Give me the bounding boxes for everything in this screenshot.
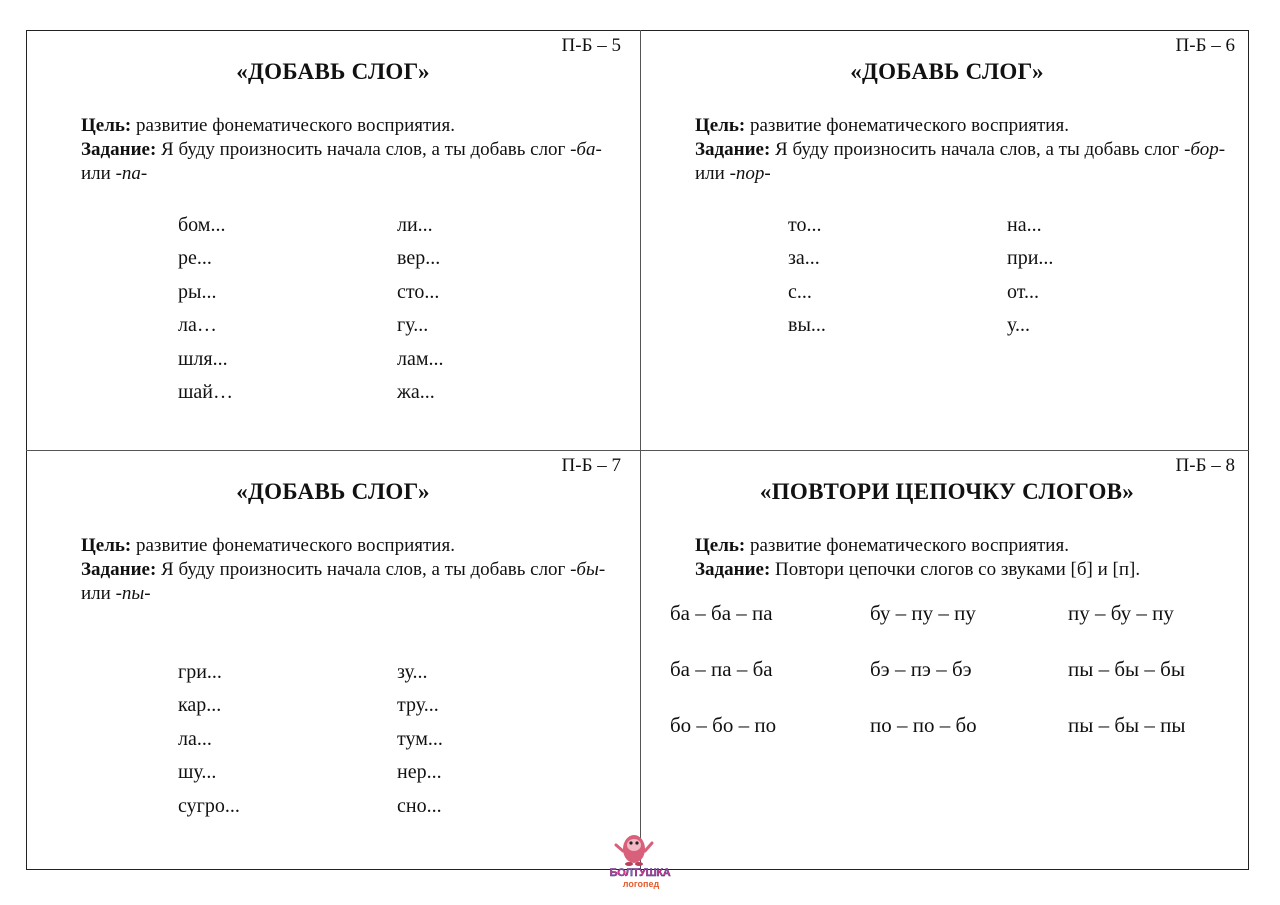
word-column-left	[178, 656, 240, 823]
card-pb-7	[27, 451, 639, 871]
card-pb-5	[27, 31, 639, 451]
word-item: ла...	[178, 727, 212, 750]
card-pb-8	[641, 451, 1253, 871]
word-item: сто...	[397, 280, 440, 303]
card-title: «ДОБАВЬ СЛОГ»	[236, 59, 430, 84]
chain-row	[670, 713, 1250, 769]
word-item: кар...	[178, 694, 222, 717]
word-item: на...	[1007, 214, 1042, 236]
word-item: вы...	[788, 314, 826, 337]
card-task: Задание: Я буду произносить начала слов, а ты добавь слог -ба- или -па-	[81, 139, 602, 184]
word-item: тру...	[397, 694, 439, 717]
chain-row	[670, 601, 1250, 657]
svg-text:логопед: логопед	[622, 879, 660, 889]
card-title: «ДОБАВЬ СЛОГ»	[850, 59, 1044, 84]
word-item: за...	[788, 247, 820, 270]
card-code: П-Б – 8	[1175, 455, 1235, 476]
syllable-chain: пы – бы – бы	[1068, 657, 1185, 681]
card-task: Задание: Я буду произносить начала слов, а ты добавь слог -бы- или -пы-	[81, 559, 606, 604]
card-title: «ДОБАВЬ СЛОГ»	[236, 479, 430, 504]
word-item: тум...	[397, 727, 443, 750]
syllable-chain: ба – ба – па	[670, 601, 773, 625]
word-item: ре...	[178, 247, 212, 270]
word-item: шля...	[178, 347, 228, 370]
card-pb-6	[641, 31, 1253, 451]
word-column-right	[397, 209, 444, 409]
word-item: зу...	[397, 661, 428, 683]
word-item: жа...	[397, 380, 435, 403]
card-task: Задание: Я буду произносить начала слов, а ты добавь слог -бор- или -пор-	[695, 139, 1226, 184]
word-item: гри...	[178, 661, 222, 683]
word-item: от...	[1007, 280, 1039, 303]
word-item: вер...	[397, 247, 441, 270]
card-title: «ПОВТОРИ ЦЕПОЧКУ СЛОГОВ»	[759, 479, 1135, 504]
card-task: Задание: Повтори цепочки слогов со звуками [б] и [п].	[695, 559, 1141, 580]
syllable-chain-grid	[670, 601, 1250, 769]
word-item: при...	[1007, 247, 1054, 270]
card-code: П-Б – 7	[561, 455, 621, 476]
word-item: бом...	[178, 214, 226, 236]
word-item: сугро...	[178, 794, 240, 817]
card-aim: Цель: развитие фонематического восприятия.	[695, 115, 1069, 136]
syllable-chain: бо – бо – по	[670, 713, 777, 737]
word-item: лам...	[397, 347, 444, 370]
card-aim: Цель: развитие фонематического восприятия.	[81, 115, 455, 136]
word-item: ры...	[178, 280, 217, 303]
syllable-chain: пу – бу – пу	[1068, 601, 1174, 625]
word-item: ли...	[397, 214, 433, 236]
word-item: с...	[788, 280, 812, 303]
logo-mascot-icon	[601, 829, 681, 891]
syllable-chain: пы – бы – пы	[1068, 713, 1186, 737]
word-item: сно...	[397, 794, 442, 817]
syllable-chain: бэ – пэ – бэ	[870, 657, 972, 681]
svg-text:БОЛТУШКА: БОЛТУШКА	[609, 867, 671, 879]
word-column-right	[397, 656, 443, 823]
syllable-chain: по – по – бо	[870, 713, 977, 737]
syllable-chain: бу – пу – пу	[870, 601, 976, 625]
word-column-right	[1007, 209, 1053, 343]
card-aim: Цель: развитие фонематического восприятия.	[81, 535, 455, 556]
card-code: П-Б – 5	[561, 35, 621, 56]
word-item: ла…	[178, 314, 217, 337]
word-column-left	[178, 209, 233, 409]
boltushka-logo	[601, 829, 681, 891]
card-aim: Цель: развитие фонематического восприятия.	[695, 535, 1069, 556]
word-item: шу...	[178, 761, 217, 784]
word-item: то...	[788, 214, 822, 236]
word-item: гу...	[397, 314, 429, 337]
word-column-left	[788, 209, 826, 343]
chain-row	[670, 657, 1250, 713]
word-item: у...	[1007, 314, 1030, 337]
card-code: П-Б – 6	[1175, 35, 1235, 56]
word-item: шай…	[178, 380, 233, 403]
syllable-chain: ба – па – ба	[670, 657, 773, 681]
word-item: нер...	[397, 761, 442, 784]
